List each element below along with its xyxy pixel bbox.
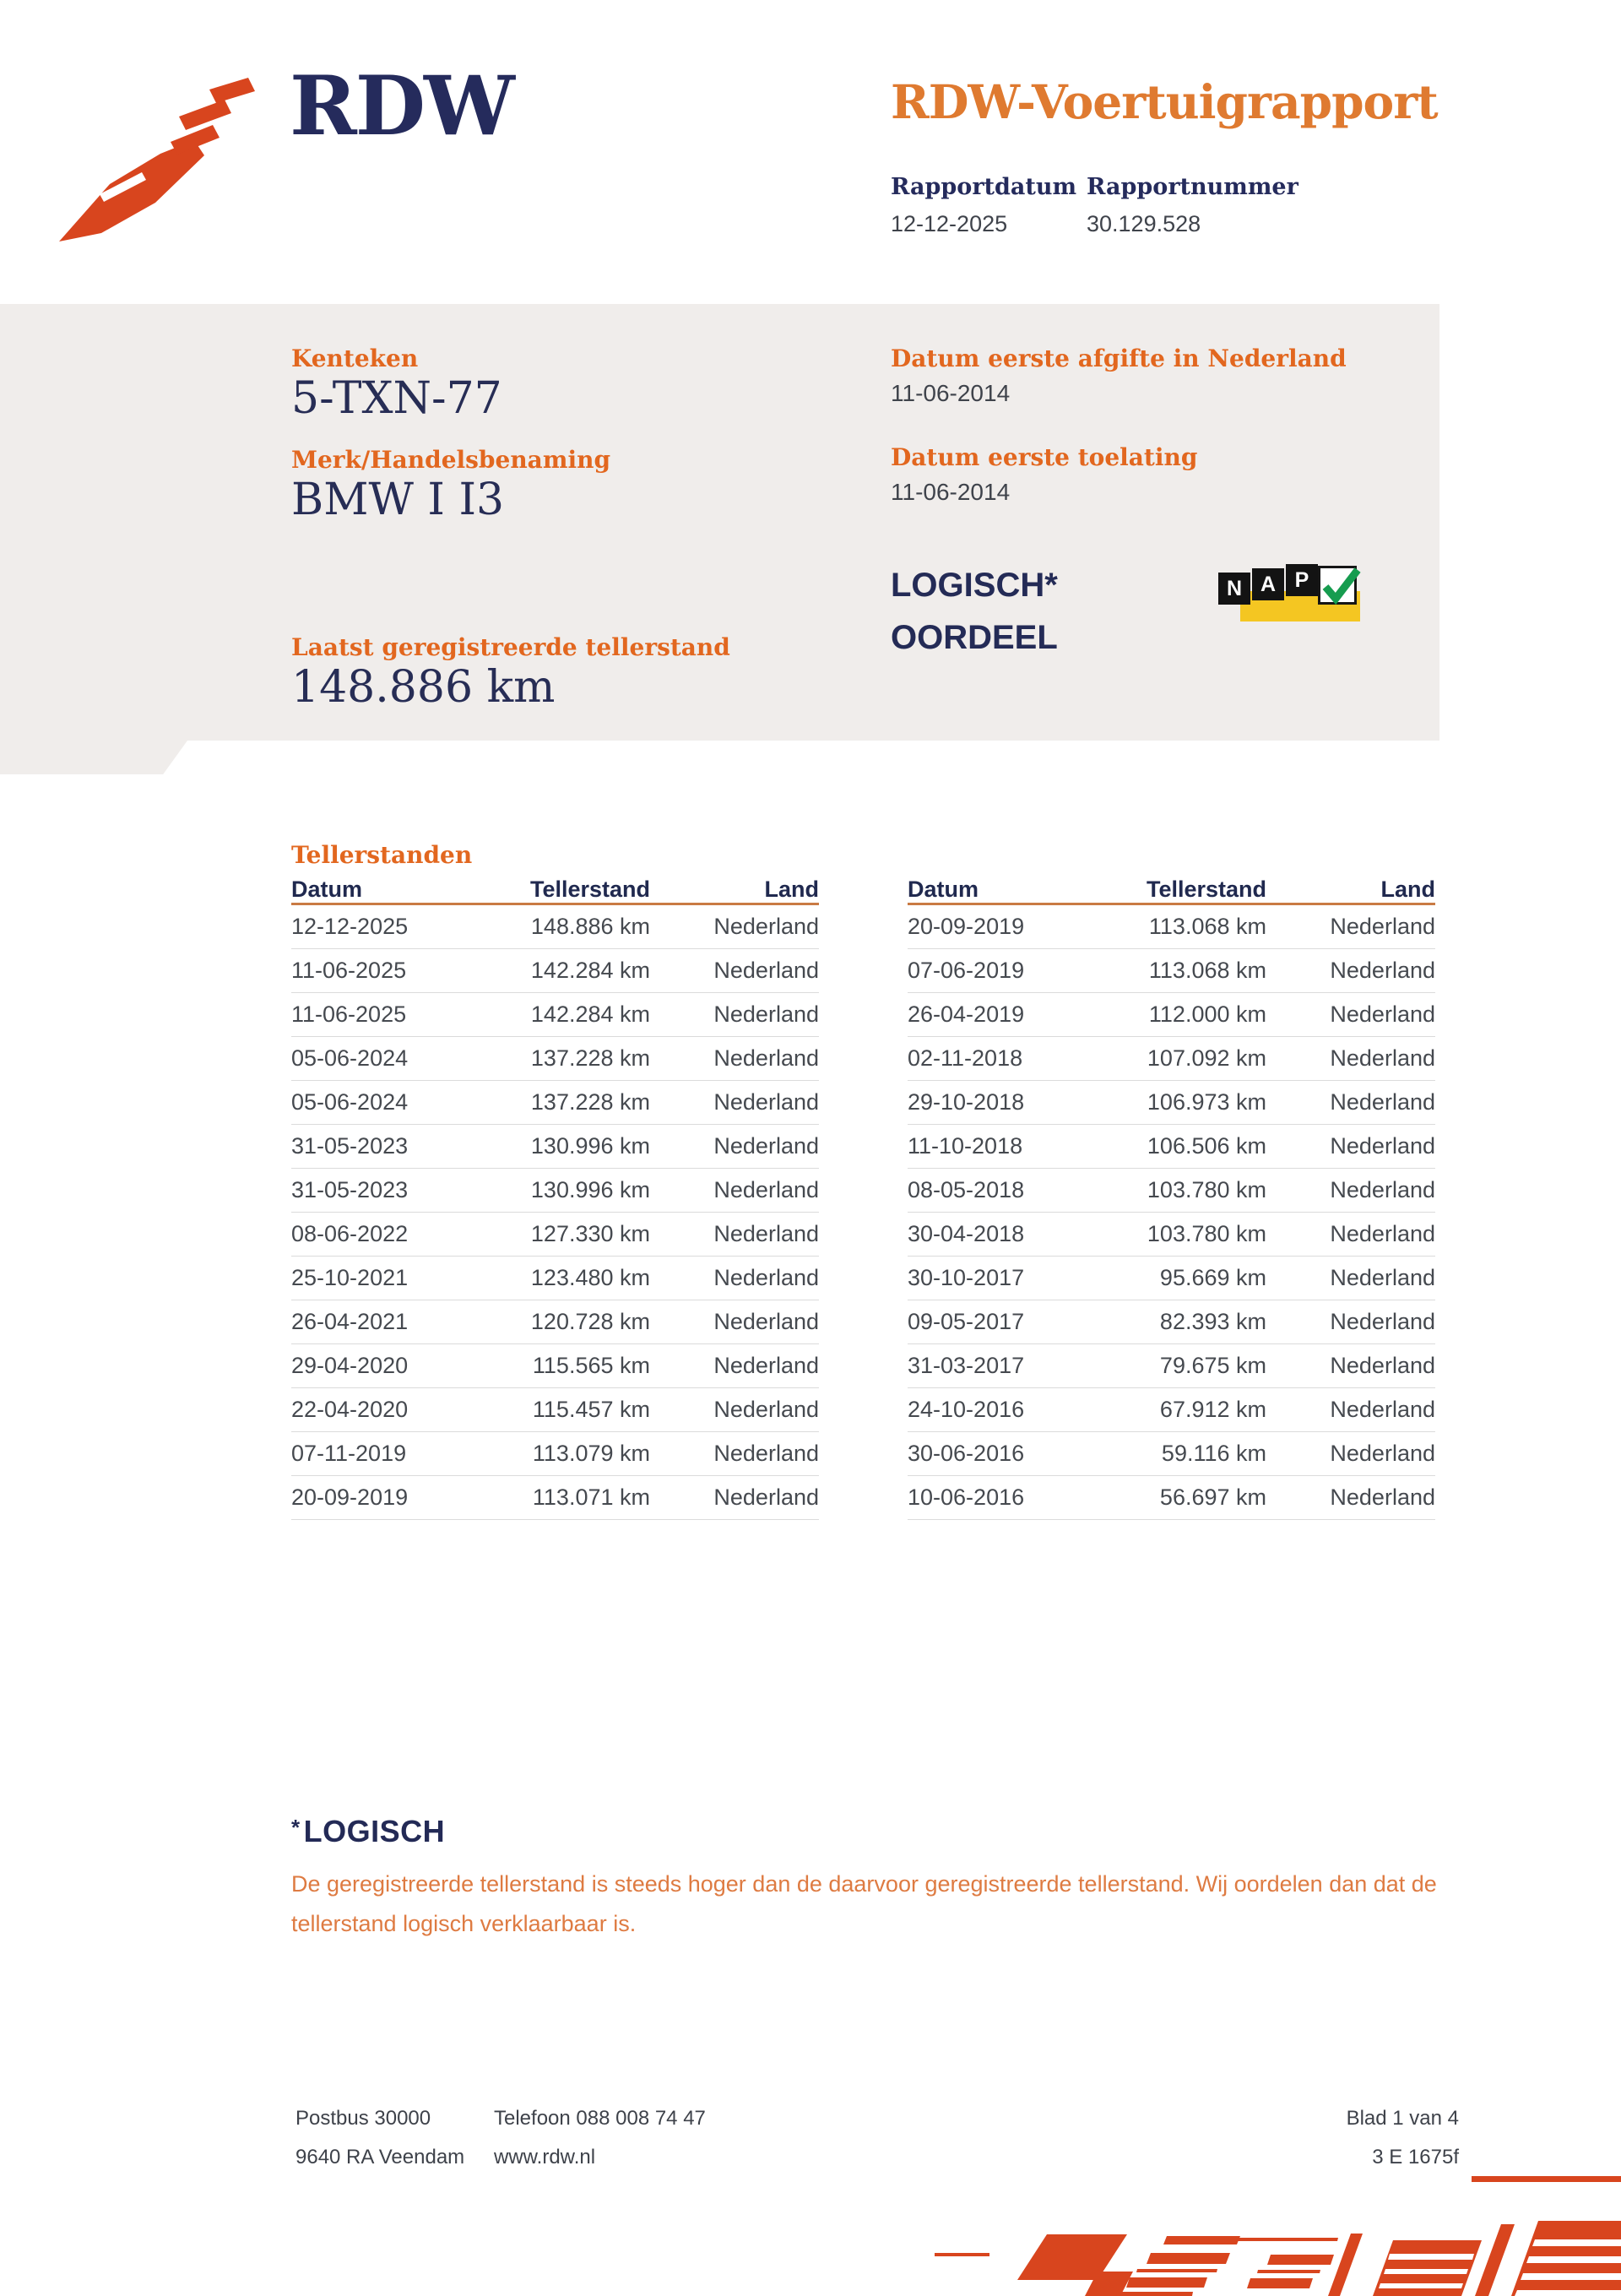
tellerstand-cell: 115.457 km bbox=[532, 1397, 650, 1422]
oordeel-line1: LOGISCH* bbox=[891, 567, 1058, 604]
laatste-tellerstand-value: 148.886 km bbox=[291, 662, 556, 713]
kenteken-label: Kenteken bbox=[291, 345, 419, 372]
nap-checkbox bbox=[1318, 566, 1357, 605]
tellerstand-cell: 112.000 km bbox=[1148, 1001, 1266, 1027]
footer-phone: Telefoon 088 008 74 47 bbox=[494, 2107, 706, 2130]
datum-cell: 08-06-2022 bbox=[291, 1221, 409, 1246]
tellerstand-cell: 130.996 km bbox=[530, 1133, 650, 1159]
meter-readings-table-right bbox=[908, 877, 1435, 1520]
land-cell: Nederland bbox=[713, 1353, 819, 1378]
meter-reading-row bbox=[908, 1388, 1435, 1432]
land-cell: Nederland bbox=[1330, 1001, 1435, 1027]
datum-cell: 22-04-2020 bbox=[291, 1397, 409, 1422]
land-cell: Nederland bbox=[1330, 914, 1435, 939]
datum-cell: 25-10-2021 bbox=[291, 1265, 409, 1290]
nap-letter-a: A bbox=[1252, 568, 1284, 600]
asterisk: * bbox=[291, 1815, 301, 1840]
kenteken-value: 5-TXN-77 bbox=[291, 373, 502, 424]
meter-reading-row bbox=[291, 1388, 819, 1432]
logisch-note-heading bbox=[291, 1814, 445, 1849]
summary-panel-tab bbox=[0, 741, 187, 774]
tellerstand-cell: 59.116 km bbox=[1161, 1441, 1266, 1466]
meter-reading-row bbox=[908, 1432, 1435, 1476]
meter-reading-row bbox=[291, 905, 819, 949]
green-checkmark-icon bbox=[1319, 560, 1361, 607]
tellerstand-cell: 115.565 km bbox=[532, 1353, 650, 1378]
datum-cell: 26-04-2019 bbox=[908, 1001, 1025, 1027]
tellerstand-cell: 127.330 km bbox=[530, 1221, 650, 1246]
tellerstand-cell: 120.728 km bbox=[530, 1309, 650, 1334]
tellerstand-cell: 103.780 km bbox=[1147, 1221, 1266, 1246]
meter-reading-row bbox=[291, 1432, 819, 1476]
tellerstand-cell: 113.068 km bbox=[1148, 958, 1266, 983]
land-cell: Nederland bbox=[713, 958, 819, 983]
tellerstand-cell: 107.092 km bbox=[1147, 1045, 1266, 1071]
land-cell: Nederland bbox=[1330, 1397, 1435, 1422]
tellerstanden-section-title: Tellerstanden bbox=[291, 841, 473, 869]
land-cell: Nederland bbox=[1330, 1221, 1435, 1246]
tellerstand-cell: 106.506 km bbox=[1147, 1133, 1266, 1159]
meter-reading-row bbox=[908, 1125, 1435, 1169]
land-cell: Nederland bbox=[1330, 958, 1435, 983]
tellerstand-cell: 142.284 km bbox=[530, 1001, 650, 1027]
tellerstand-cell: 56.697 km bbox=[1159, 1485, 1266, 1510]
col-header-land: Land bbox=[1380, 877, 1435, 902]
table-header-row bbox=[291, 877, 819, 905]
laatste-tellerstand-label: Laatst geregistreerde tellerstand bbox=[291, 633, 730, 661]
tellerstand-cell: 79.675 km bbox=[1159, 1353, 1266, 1378]
footer-page-number: Blad 1 van 4 bbox=[1346, 2107, 1459, 2130]
tellerstand-cell: 137.228 km bbox=[530, 1045, 650, 1071]
rdw-decorative-stripes-graphic bbox=[886, 2212, 1621, 2296]
meter-reading-row bbox=[908, 993, 1435, 1037]
meter-reading-row bbox=[908, 1213, 1435, 1257]
meter-reading-row bbox=[908, 1081, 1435, 1125]
datum-cell: 29-10-2018 bbox=[908, 1089, 1025, 1115]
datum-cell: 07-11-2019 bbox=[291, 1441, 407, 1466]
land-cell: Nederland bbox=[713, 1485, 819, 1510]
meter-reading-row bbox=[291, 1257, 819, 1300]
datum-cell: 31-05-2023 bbox=[291, 1133, 409, 1159]
meter-reading-row bbox=[291, 1300, 819, 1344]
report-date-label: Rapportdatum bbox=[891, 174, 1077, 200]
land-cell: Nederland bbox=[1330, 1353, 1435, 1378]
tellerstand-cell: 113.071 km bbox=[532, 1485, 650, 1510]
land-cell: Nederland bbox=[713, 1133, 819, 1159]
datum-cell: 08-05-2018 bbox=[908, 1177, 1025, 1202]
tellerstand-cell: 142.284 km bbox=[530, 958, 650, 983]
meter-reading-row bbox=[291, 1037, 819, 1081]
meter-reading-row bbox=[291, 1213, 819, 1257]
meter-reading-row bbox=[908, 905, 1435, 949]
datum-cell: 02-11-2018 bbox=[908, 1045, 1023, 1071]
footer-website: www.rdw.nl bbox=[494, 2146, 596, 2168]
col-header-datum: Datum bbox=[908, 877, 979, 902]
tellerstand-cell: 95.669 km bbox=[1159, 1265, 1266, 1290]
col-header-tellerstand: Tellerstand bbox=[1146, 877, 1266, 902]
merk-label: Merk/Handelsbenaming bbox=[291, 446, 611, 474]
meter-reading-row bbox=[908, 1169, 1435, 1213]
oordeel-line2: OORDEEL bbox=[891, 619, 1058, 656]
col-header-tellerstand: Tellerstand bbox=[529, 877, 650, 902]
datum-cell: 07-06-2019 bbox=[908, 958, 1025, 983]
meter-reading-row bbox=[291, 949, 819, 993]
meter-reading-row bbox=[291, 1476, 819, 1520]
land-cell: Nederland bbox=[1330, 1265, 1435, 1290]
meter-reading-row bbox=[908, 949, 1435, 993]
datum-cell: 05-06-2024 bbox=[291, 1045, 409, 1071]
tellerstand-cell: 148.886 km bbox=[530, 914, 650, 939]
meter-reading-row bbox=[908, 1300, 1435, 1344]
tellerstand-cell: 106.973 km bbox=[1147, 1089, 1266, 1115]
meter-readings-table-left bbox=[291, 877, 819, 1520]
datum-cell: 31-03-2017 bbox=[908, 1353, 1025, 1378]
col-header-land: Land bbox=[764, 877, 819, 902]
report-number-label: Rapportnummer bbox=[1087, 174, 1298, 200]
col-header-datum: Datum bbox=[291, 877, 363, 902]
tellerstand-cell: 123.480 km bbox=[530, 1265, 650, 1290]
datum-cell: 30-04-2018 bbox=[908, 1221, 1025, 1246]
land-cell: Nederland bbox=[713, 1045, 819, 1071]
meter-reading-row bbox=[908, 1037, 1435, 1081]
meter-reading-row bbox=[908, 1476, 1435, 1520]
datum-cell: 11-06-2025 bbox=[291, 958, 407, 983]
land-cell: Nederland bbox=[1330, 1485, 1435, 1510]
meter-reading-row bbox=[291, 1169, 819, 1213]
logisch-note-title: LOGISCH bbox=[303, 1814, 446, 1848]
land-cell: Nederland bbox=[713, 1309, 819, 1334]
footer-postbus: Postbus 30000 bbox=[295, 2107, 431, 2130]
datum-cell: 05-06-2024 bbox=[291, 1089, 409, 1115]
report-number-value: 30.129.528 bbox=[1087, 211, 1201, 236]
land-cell: Nederland bbox=[713, 1397, 819, 1422]
land-cell: Nederland bbox=[1330, 1089, 1435, 1115]
meter-reading-row bbox=[908, 1257, 1435, 1300]
merk-value: BMW I I3 bbox=[291, 475, 505, 525]
oordeel-verdict bbox=[891, 559, 1058, 664]
land-cell: Nederland bbox=[713, 914, 819, 939]
eerste-toelating-value: 11-06-2014 bbox=[891, 479, 1011, 505]
datum-cell: 24-10-2016 bbox=[908, 1397, 1025, 1422]
land-cell: Nederland bbox=[713, 1001, 819, 1027]
eerste-afgifte-label: Datum eerste afgifte in Nederland bbox=[891, 345, 1347, 372]
rdw-logo-wordmark: RDW bbox=[290, 58, 513, 154]
tellerstand-cell: 130.996 km bbox=[530, 1177, 650, 1202]
tellerstand-cell: 113.068 km bbox=[1148, 914, 1266, 939]
land-cell: Nederland bbox=[1330, 1309, 1435, 1334]
datum-cell: 09-05-2017 bbox=[908, 1309, 1025, 1334]
datum-cell: 10-06-2016 bbox=[908, 1485, 1025, 1510]
meter-reading-row bbox=[291, 1081, 819, 1125]
datum-cell: 12-12-2025 bbox=[291, 914, 409, 939]
eerste-toelating-label: Datum eerste toelating bbox=[891, 443, 1198, 471]
footer-city: 9640 RA Veendam bbox=[295, 2146, 465, 2168]
land-cell: Nederland bbox=[1330, 1133, 1435, 1159]
nap-letter-n: N bbox=[1218, 573, 1250, 605]
land-cell: Nederland bbox=[1330, 1045, 1435, 1071]
tellerstand-cell: 67.912 km bbox=[1159, 1397, 1266, 1422]
datum-cell: 26-04-2021 bbox=[291, 1309, 409, 1334]
land-cell: Nederland bbox=[713, 1221, 819, 1246]
page-title: RDW-Voertuigrapport bbox=[891, 74, 1438, 129]
report-date-value: 12-12-2025 bbox=[891, 211, 1008, 236]
table-header-row bbox=[908, 877, 1435, 905]
tellerstand-cell: 137.228 km bbox=[530, 1089, 650, 1115]
meter-reading-row bbox=[291, 1344, 819, 1388]
datum-cell: 30-10-2017 bbox=[908, 1265, 1025, 1290]
table-body bbox=[908, 905, 1435, 1520]
decorative-top-bar bbox=[1472, 2176, 1621, 2182]
datum-cell: 11-06-2025 bbox=[291, 1001, 407, 1027]
tellerstand-cell: 113.079 km bbox=[532, 1441, 650, 1466]
land-cell: Nederland bbox=[713, 1441, 819, 1466]
nap-letter-p: P bbox=[1286, 564, 1318, 596]
logisch-note-body: De geregistreerde tellerstand is steeds hoger dan de daarvoor geregistreerde tellerstand. Wij oordelen dan dat de tellerstand logisch verklaarbaar is. bbox=[291, 1871, 1437, 1936]
datum-cell: 31-05-2023 bbox=[291, 1177, 409, 1202]
table-body bbox=[291, 905, 819, 1520]
meter-reading-row bbox=[291, 1125, 819, 1169]
datum-cell: 30-06-2016 bbox=[908, 1441, 1025, 1466]
eerste-afgifte-value: 11-06-2014 bbox=[891, 380, 1011, 406]
footer-form-code: 3 E 1675f bbox=[1372, 2146, 1459, 2168]
tellerstand-cell: 82.393 km bbox=[1159, 1309, 1266, 1334]
land-cell: Nederland bbox=[713, 1265, 819, 1290]
land-cell: Nederland bbox=[713, 1177, 819, 1202]
meter-reading-row bbox=[291, 993, 819, 1037]
land-cell: Nederland bbox=[1330, 1177, 1435, 1202]
tellerstand-cell: 103.780 km bbox=[1147, 1177, 1266, 1202]
land-cell: Nederland bbox=[1330, 1441, 1435, 1466]
datum-cell: 20-09-2019 bbox=[291, 1485, 409, 1510]
nap-logo bbox=[1218, 564, 1366, 623]
datum-cell: 29-04-2020 bbox=[291, 1353, 409, 1378]
datum-cell: 20-09-2019 bbox=[908, 914, 1025, 939]
land-cell: Nederland bbox=[713, 1089, 819, 1115]
rdw-logo-eagle-icon bbox=[52, 61, 263, 247]
meter-reading-row bbox=[908, 1344, 1435, 1388]
datum-cell: 11-10-2018 bbox=[908, 1133, 1023, 1159]
